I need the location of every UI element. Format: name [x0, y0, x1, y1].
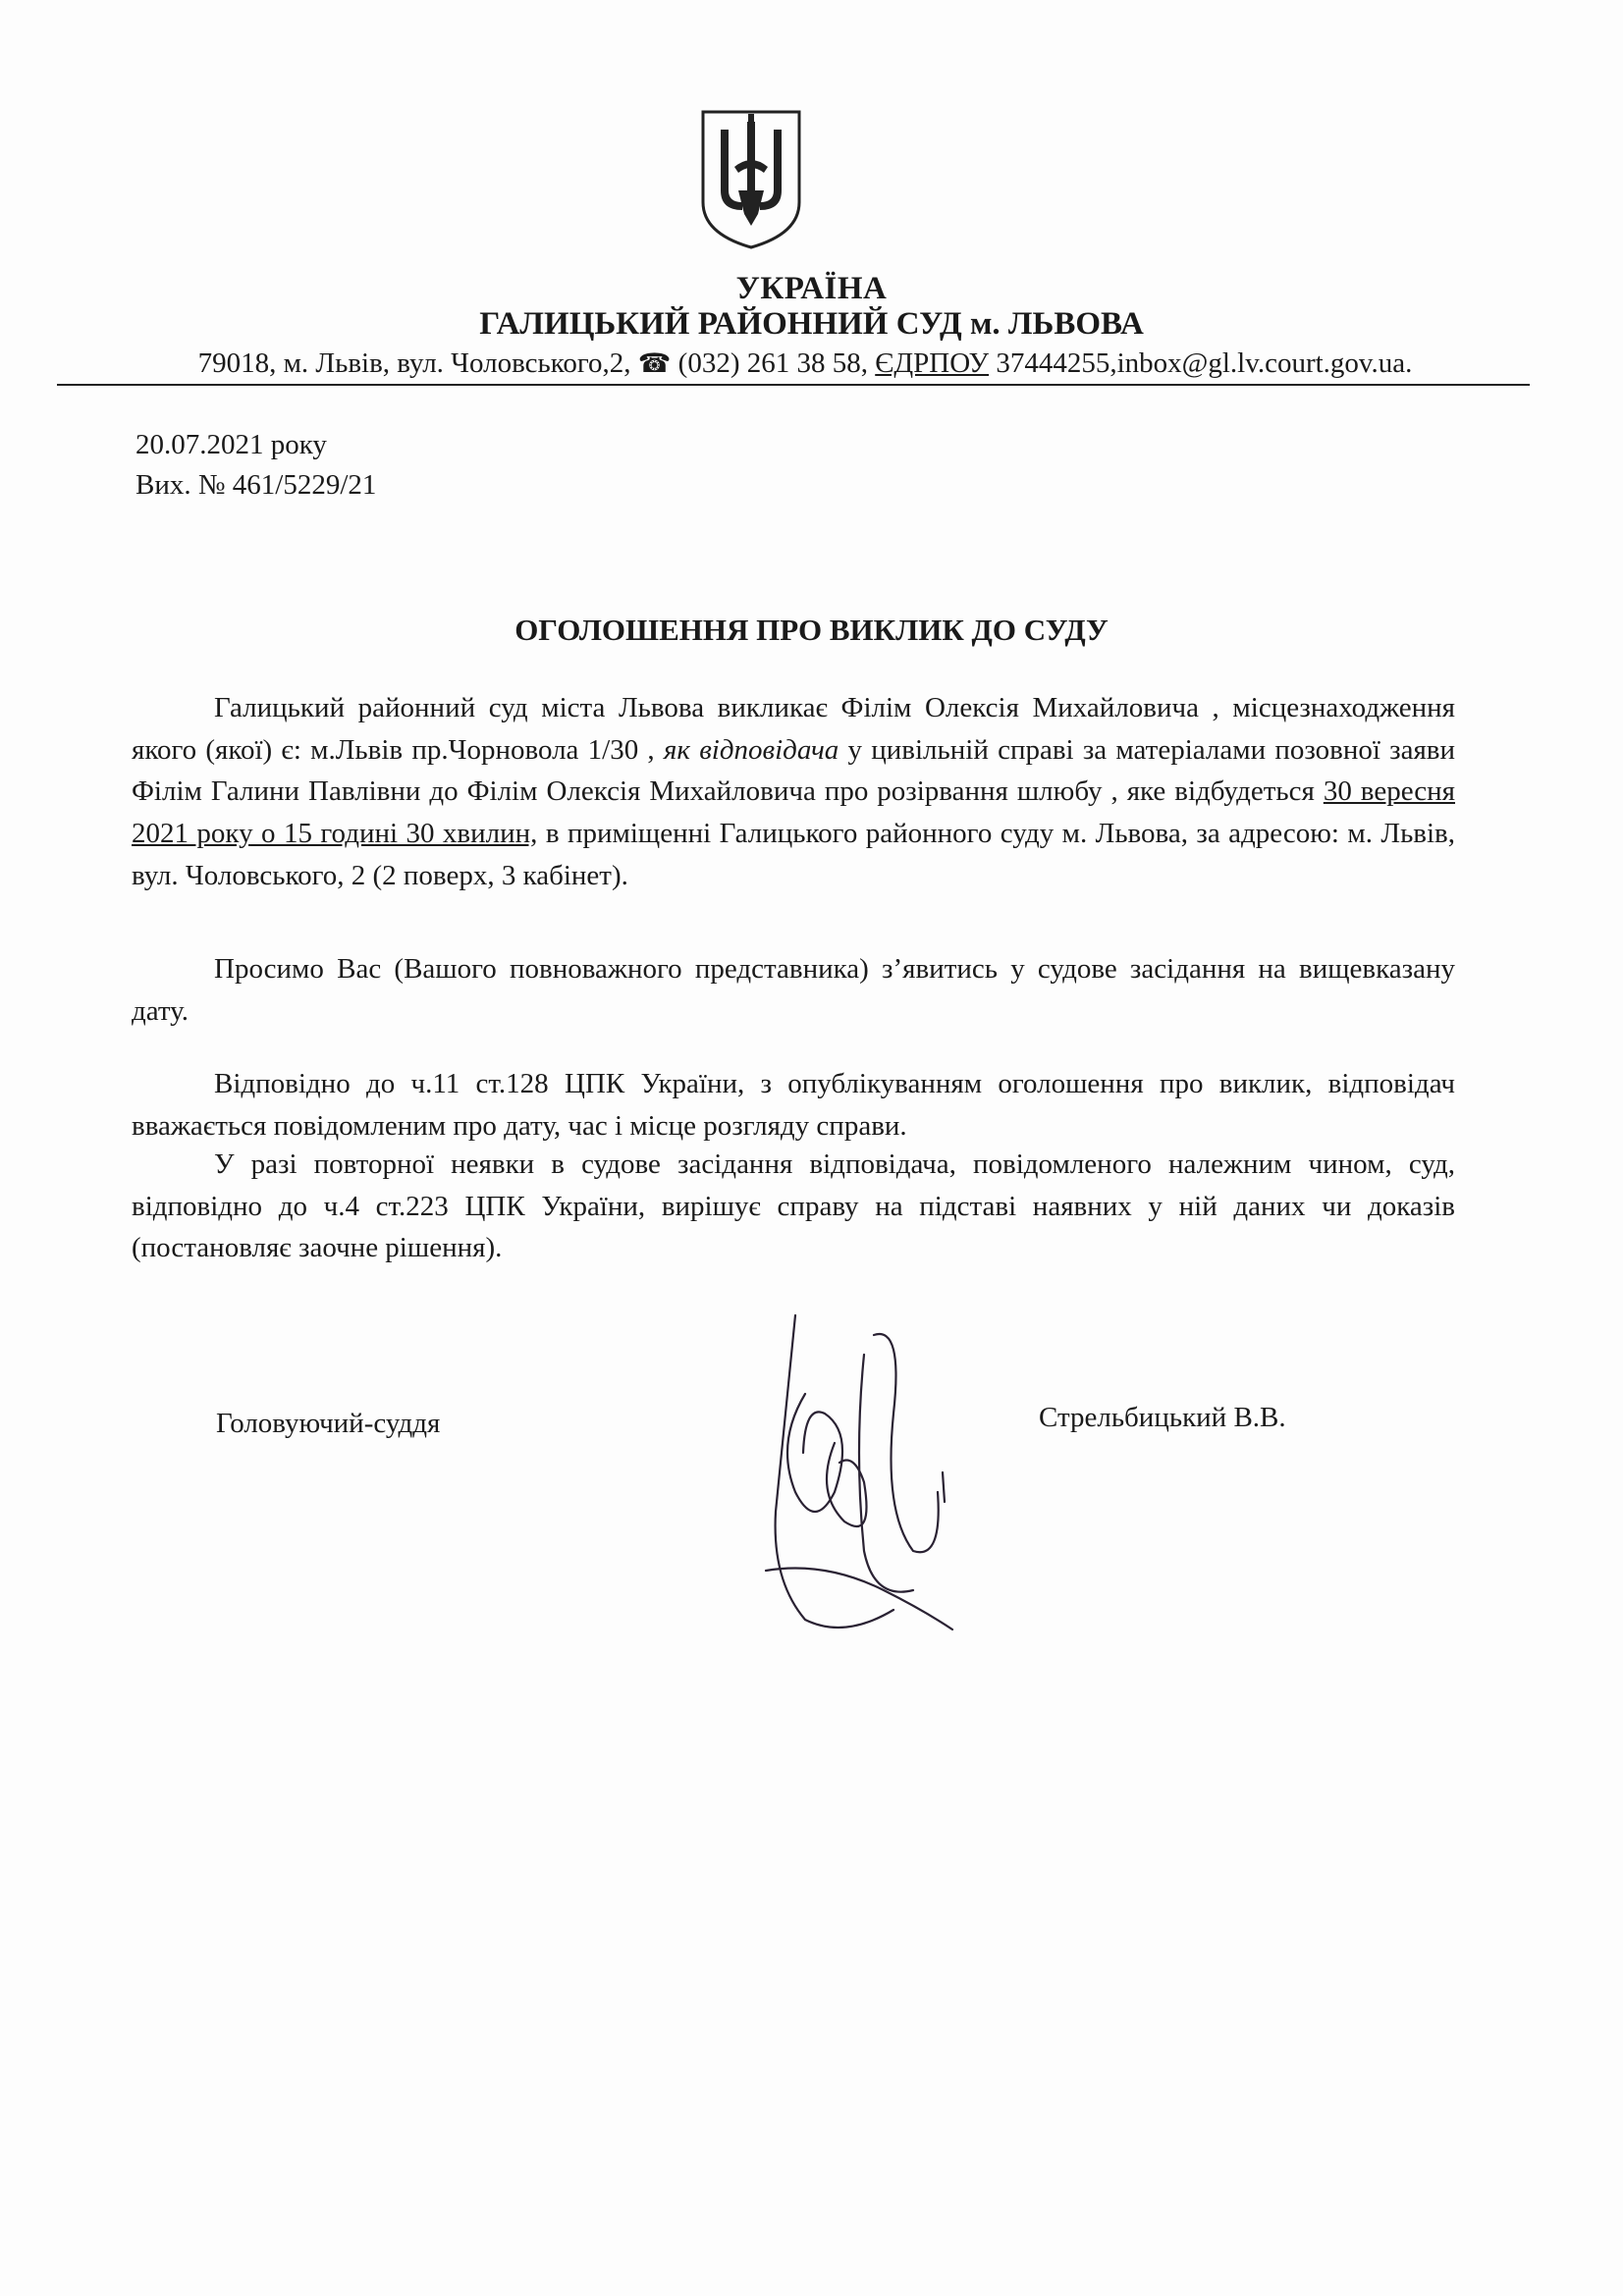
outgoing-number: Вих. № 461/5229/21	[135, 469, 377, 501]
coat-of-arms-icon	[699, 108, 803, 251]
hearing-datetime: 30 вересня 2021 року о 15 годині 30 хвилин,	[132, 775, 1456, 849]
defendant-role: як відповідача	[663, 733, 839, 766]
edrpou-label: ЄДРПОУ	[875, 347, 990, 379]
court-contacts: 79018, м. Львів, вул. Чоловського,2, ☎ (032) 261 38 58, ЄДРПОУ 37444255,inbox@gl.lv.court.gov.ua.	[197, 347, 1413, 379]
country-heading: УКРАЇНА	[735, 271, 888, 306]
paragraph-notice-law: Відповідно до ч.11 ст.128 ЦПК України, з опублікуванням оголошення про виклик, відповідач вважається повідомленим про дату, час і місце розгляду справи.	[132, 1068, 1455, 1142]
telephone-icon: ☎	[637, 348, 672, 379]
court-heading: ГАЛИЦЬКИЙ РАЙОННИЙ СУД м. ЛЬВОВА	[479, 306, 1144, 342]
header-divider	[57, 384, 1530, 386]
paragraph-summons: Галицький районний суд міста Львова викликає Філім Олексія Михайловича , місцезнаходження якого (якої) є: м.Львів пр.Чорновола 1/30 , як відповідача у цивільній справі за матеріалами позовної заяви Філім Галини Павлівни до Філім Олексія Михайловича про розірвання шлюбу , яке відбудеться 30 вересня 2021 року о 15 годині 30 хвилин, в приміщенні Галицького районного суду м. Львова, за адресою: м. Львів, вул. Чоловського, 2 (2 поверх, 3 кабінет).	[132, 692, 1456, 891]
edrpou-code-email: 37444255,inbox@gl.lv.court.gov.ua.	[996, 347, 1413, 379]
handwritten-signature	[746, 1296, 972, 1649]
court-address: 79018, м. Львів, вул. Чоловського,2,	[197, 347, 631, 379]
judge-name: Стрельбицький В.В.	[1039, 1402, 1286, 1433]
court-phone: (032) 261 38 58	[677, 347, 861, 379]
paragraph-default-judgment: У разі повторної неявки в судове засідання відповідача, повідомленого належним чином, суд, відповідно до ч.4 ст.223 ЦПК України, вирішує справу на підставі наявних у ній даних чи доказів (постановляє заочне рішення).	[132, 1148, 1455, 1264]
document-date: 20.07.2021 року	[135, 429, 327, 460]
paragraph-request: Просимо Вас (Вашого повноважного представника) з’явитись у судове засідання на вищевказану дату.	[132, 953, 1455, 1027]
judge-title: Головуючий-суддя	[216, 1408, 441, 1439]
document-title: ОГОЛОШЕННЯ ПРО ВИКЛИК ДО СУДУ	[514, 613, 1109, 647]
